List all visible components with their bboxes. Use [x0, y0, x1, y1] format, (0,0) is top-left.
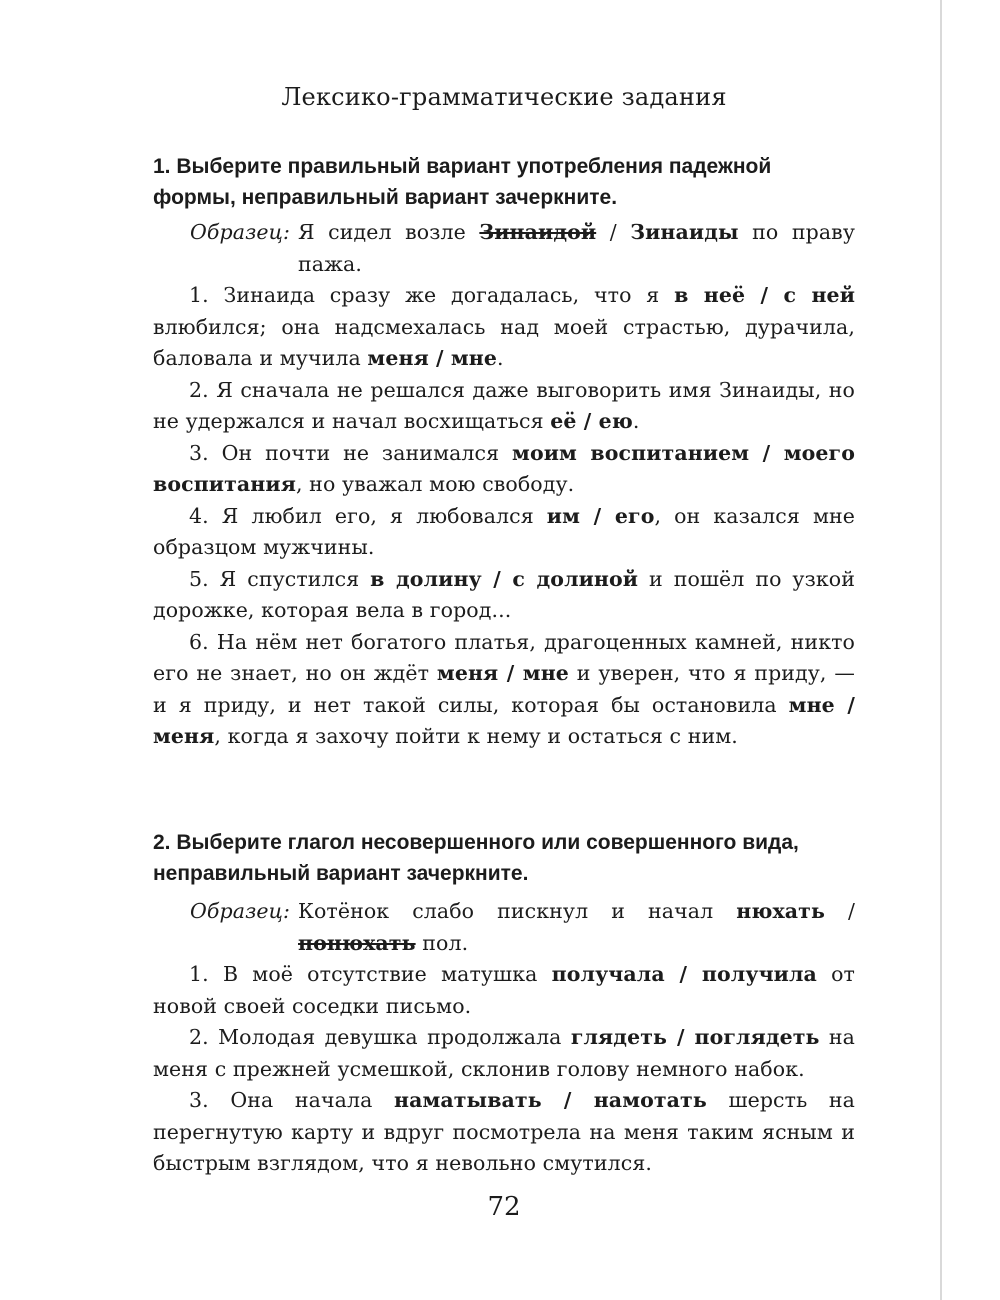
- task-1-item-2: 2. Я сначала не решался даже выговорить имя Зинаиды, но не удержался и начал восхищаться её / ею.: [153, 377, 855, 433]
- kept-option: нюхать: [736, 899, 825, 923]
- struck-option: Зинаидой: [479, 220, 597, 244]
- task-2-title: 2. Выберите глагол несовершенного или совершенного вида, неправильный вариант зачеркните.: [153, 831, 799, 885]
- sample-label: Образец:: [190, 899, 290, 923]
- kept-option: Зинаиды: [630, 220, 739, 244]
- task-1-title: 1. Выберите правильный вариант употребления падежной формы, неправильный вариант зачеркните.: [153, 155, 772, 209]
- task-2-sample: [153, 896, 855, 959]
- task-1-body: [153, 217, 855, 753]
- sample-text: Котёнок слабо пискнул и начал нюхать / понюхать пол.: [298, 899, 855, 955]
- task-1-item-6: 6. На нём нет богатого платья, драгоценных камней, никто его не знает, но он ждёт меня / мне и уверен, что я приду, — и я приду, и нет такой силы, которая бы остановила мне / меня, когда я захочу пойти к нему и остаться с ним.: [153, 629, 855, 748]
- task-1-item-4: 4. Я любил его, я любовался им / его, он казался мне образцом мужчины.: [153, 503, 855, 559]
- task-2-body: [153, 896, 855, 1180]
- task-2-item-1: 1. В моё отсутствие матушка получала / получила от новой своей соседки письмо.: [153, 962, 855, 1018]
- task-2-item-3: 3. Она начала наматывать / намотать шерсть на перегнутую карту и вдруг посмотрела на меня таким ясным и быстрым взглядом, что я невольно смутился.: [153, 1088, 855, 1175]
- sample-text: Я сидел возле Зинаидой / Зинаиды по праву пажа.: [298, 220, 855, 276]
- task-2-item-2: 2. Молодая девушка продолжала глядеть / поглядеть на меня с прежней усмешкой, склонив голову немного набок.: [153, 1025, 855, 1081]
- task-1-item-1: 1. Зинаида сразу же догадалась, что я в неё / с ней влюбился; она надсмехалась над моей страстью, дурачила, баловала и мучила меня / мне.: [153, 283, 855, 370]
- page-edge-line: [940, 0, 942, 1300]
- task-1-item-5: 5. Я спустился в долину / с долиной и пошёл по узкой дорожке, которая вела в город...: [153, 566, 855, 622]
- task-1-item-3: 3. Он почти не занимался моим воспитанием / моего воспитания, но уважал мою свободу.: [153, 440, 855, 496]
- struck-option: понюхать: [298, 930, 416, 955]
- sample-label: Образец:: [190, 220, 290, 244]
- task-1-sample: [153, 217, 855, 280]
- page-number: 72: [487, 1192, 521, 1222]
- page-header: Лексико-грамматические задания: [281, 83, 727, 111]
